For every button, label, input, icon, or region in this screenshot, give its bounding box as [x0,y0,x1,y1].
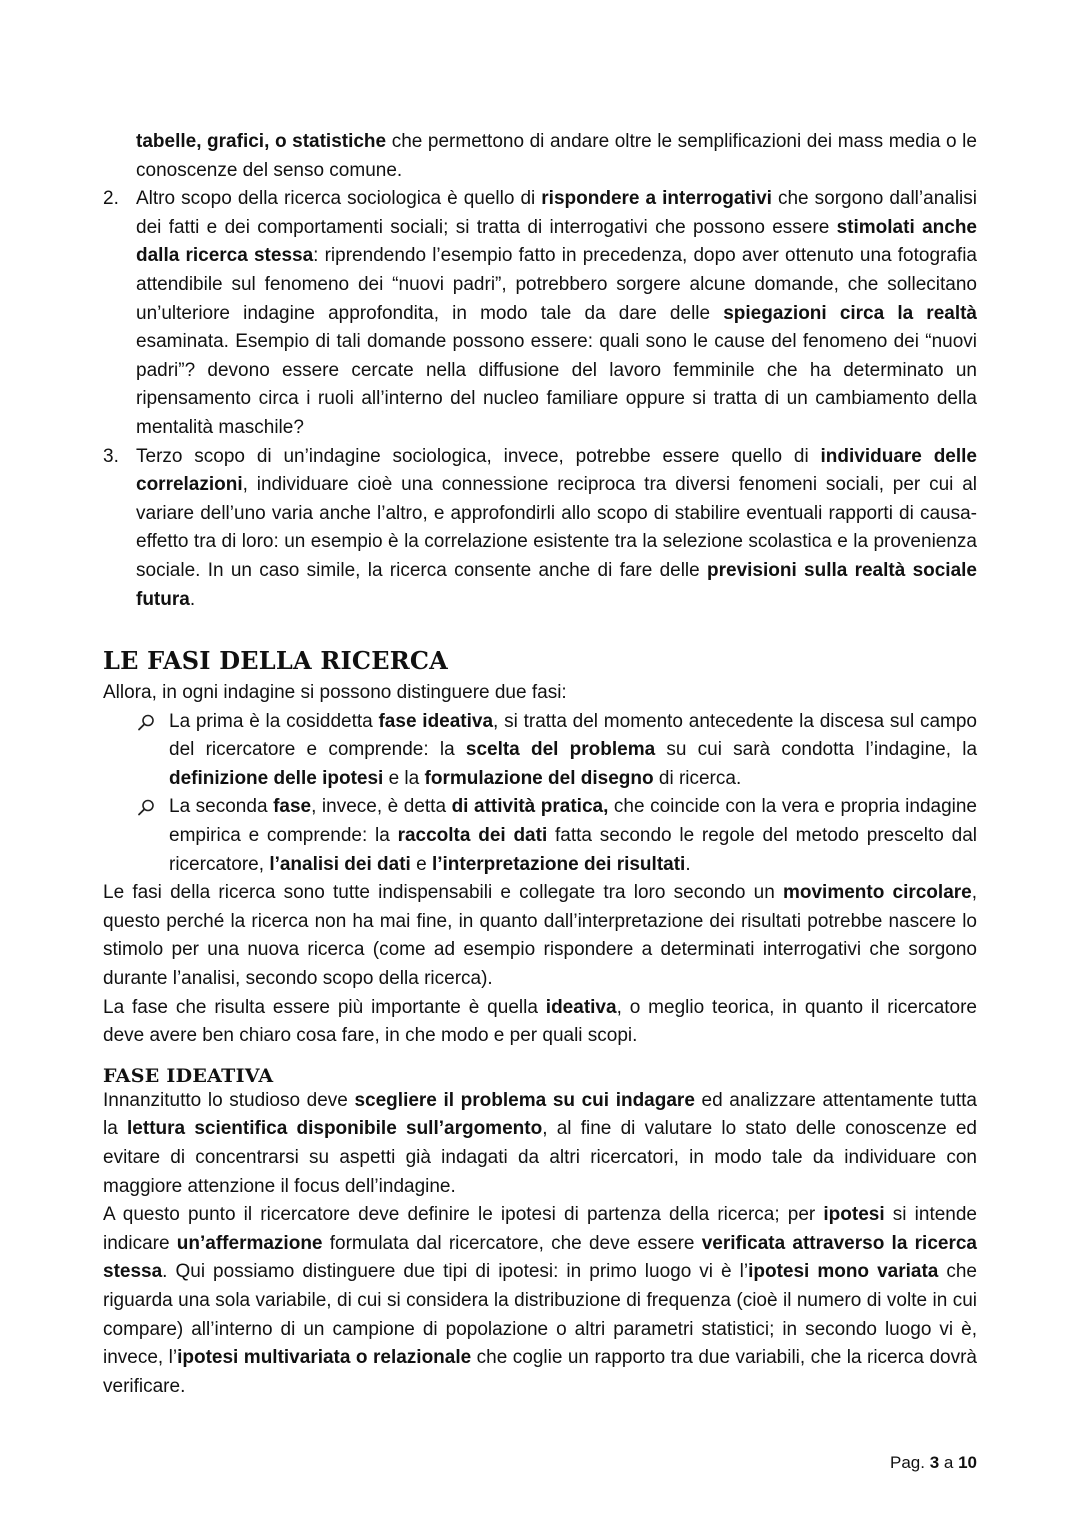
text-run: , o meglio teorica, in quanto il ricercatore deve avere ben chiaro cosa fare, in che modo e per quali scopi. [103,996,977,1047]
bold-text: ipotesi mono variata [748,1261,939,1283]
text-run: Altro scopo della ricerca sociologica è quello di [136,188,542,210]
bold-text: raccolta dei dati [397,825,548,847]
text-run: Le fasi della ricerca sono tutte indispensabili e collegate tra loro secondo un [103,882,783,904]
text-run: . [685,853,691,875]
total-pages: 10 [958,1453,977,1472]
text-run: , si tratta del momento antecedente la discesa sul campo del ricercatore e comprende: la [169,710,977,761]
text-run: ed analizzare attentamente tutta la [103,1089,977,1140]
list-item-text [136,446,977,610]
bold-text: verificata attraverso la ricerca stessa [103,1232,977,1283]
text-run: che sorgono dall’analisi dei fatti e dei comportamenti sociali; si tratta di interrogativi che possono essere [136,188,977,238]
text-run: Innanzitutto lo studioso deve [103,1089,355,1111]
paragraph [103,879,977,993]
paragraph [103,994,977,1051]
bold-text: un’affermazione [176,1232,323,1254]
list-item-3 [103,443,977,615]
numbered-list [103,185,977,614]
bold-text: spiegazioni circa la realtà [723,302,977,324]
continued-list-item [103,128,977,185]
text-run: esaminata. Esempio di tali domande possono essere: quali sono le cause del fenomeno dei “nuovi padri”? devono essere cercate nella diffusione del lavoro femminile che ha determinato un ripensamento circa i ruoli all’interno del nucleo familiare oppure si tratta di un cambiamento della mentalità maschile? [136,331,977,438]
text-run: La prima è la cosiddetta [169,710,379,732]
text-run: che coincide con la vera e propria indagine empirica e comprende: la [169,796,977,847]
section-heading-fase-ideativa: FASE IDEATIVA [103,1064,274,1087]
text-run: : riprendendo l’esempio fatto in precedenza, dopo aver ottenuto una fotografia attendibile sul fenomeno dei “nuovi padri”, potrebbero sorgere alcune domande, che sollecitano un’ulteriore indagine approfondita, in modo tale da dare delle [136,245,978,324]
paragraph [103,1201,977,1401]
text-run: si intende indicare [103,1204,977,1254]
bold-text: scegliere il problema su cui indagare [354,1089,695,1111]
list-item-text [136,188,977,438]
text-run: , invece, è detta [311,796,452,818]
bold-text: di attività pratica, [451,796,609,818]
page-label: Pag. [890,1453,930,1472]
search-icon [136,713,156,733]
bold-text: lettura scientifica disponibile sull’argomento [127,1118,543,1140]
text-run: e la [383,767,425,789]
bold-text: tabelle, grafici, o statistiche [136,131,387,152]
bullet-item-2 [136,793,977,879]
bold-text: ipotesi multivariata o relazionale [177,1347,472,1369]
page-number [890,1453,977,1473]
text-run: , individuare cioè una connessione reciproca tra diversi fenomeni sociali, per cui al variare dell’uno varia anche l’altro, e approfondirli allo scopo di stabilire eventuali rapporti di causa-effetto tra di loro: un esempio è la correlazione esistente tra la selezione scolastica e la provenienza sociale. In un caso simile, la ricerca consente anche di fare delle [136,474,977,581]
bold-text: definizione delle ipotesi [169,767,384,789]
bold-text: fase [273,796,312,818]
bullet-text [169,796,977,874]
bold-text: l’interpretazione dei risultati [431,853,686,875]
text-run: e [410,853,432,875]
bold-text: ipotesi [823,1204,885,1226]
section-intro: Allora, in ogni indagine si possono distinguere due fasi: [103,682,567,704]
section-heading-fasi: LE FASI DELLA RICERCA [103,646,448,676]
text-run: che riguarda una sola variabile, di cui si considera la distribuzione di frequenza (cioè il numero di volte in cui compare) all’interno di un campione di popolazione o altri parametri statistici; in secondo luogo vi è, invece, l’ [103,1261,977,1369]
paragraph [103,1087,977,1201]
text-run: , questo perché la ricerca non ha mai fine, in quanto dall’interpretazione dei risultati potrebbe nascere lo stimolo per una nuova ricerca (come ad esempio rispondere a determinati interrogativi che sorgono durante l’analisi, secondo scopo della ricerca). [103,882,978,990]
bold-text: fase ideativa [378,710,494,732]
bold-text: previsioni sulla realtà sociale futura [136,559,977,610]
document-body [103,128,977,1401]
bold-text: formulazione del disegno [424,767,654,789]
list-item-2 [103,185,977,442]
list-number: 3. [103,445,119,467]
bold-text: ideativa [545,996,617,1018]
bullet-item-1 [136,708,977,794]
text-run: fatta secondo le regole del metodo prescelto dal ricercatore, [169,825,977,875]
bold-text: individuare delle correlazioni [136,445,978,496]
text-run: , al fine di valutare lo stato delle conoscenze ed evitare di concentrarsi su aspetti già indagati da altri ricercatori, in modo tale da individuare con maggiore attenzione il focus dell’indagine. [103,1118,977,1197]
text-run: La seconda [169,796,274,818]
current-page: 3 [929,1453,940,1472]
text-run: che coglie un rapporto tra due variabili, che la ricerca dovrà verificare. [103,1347,977,1397]
text-run: su cui sarà condotta l’indagine, la [655,739,978,761]
bullet-text [169,711,977,789]
bold-text: l’analisi dei dati [269,853,411,875]
bold-text: rispondere a interrogativi [541,188,772,210]
list-number: 2. [103,188,119,210]
text-run: che permettono di andare oltre le semplificazioni dei mass media o le conoscenze del senso comune. [136,131,977,181]
text-run: . [189,588,196,610]
page-separator: a [939,1453,959,1472]
bold-text: movimento circolare [782,882,972,904]
text-run: Terzo scopo di un’indagine sociologica, invece, potrebbe essere quello di [136,445,821,467]
search-icon [136,798,156,818]
bullet-list [103,708,977,880]
text-run: di ricerca. [653,767,742,789]
text-run: . Qui possiamo distinguere due tipi di ipotesi: in primo luogo vi è l’ [162,1261,749,1283]
text-run: A questo punto il ricercatore deve definire le ipotesi di partenza della ricerca; per [103,1204,824,1226]
bold-text: stimolati anche dalla ricerca stessa [136,216,977,267]
text-run: La fase che risulta essere più importante è quella [103,996,546,1018]
bold-text: scelta del problema [465,739,656,761]
text-run: formulata dal ricercatore, che deve essere [322,1232,702,1254]
